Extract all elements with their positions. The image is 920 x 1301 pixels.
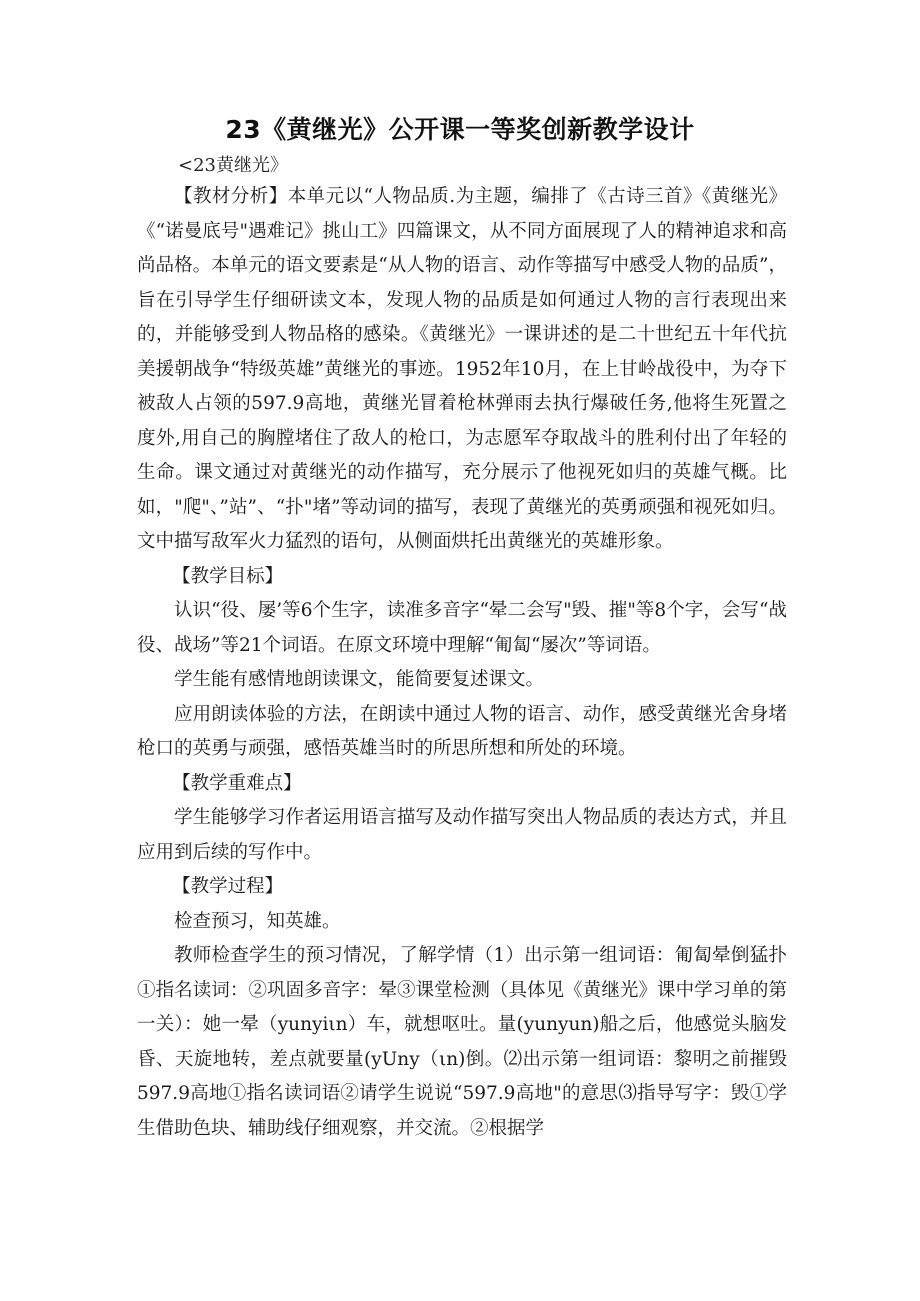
paragraph-goal-1: 认识“役、屡’等6个生字，读准多音字“晕二会写"毁、摧"等8个字，会写“战役、战场”等21个词语。在原文环境中理解“匍匐“屡次”等词语。 <box>137 600 787 656</box>
paragraph-goal-2: 学生能有感情地朗读课文，能简要复述课文。 <box>174 669 545 690</box>
paragraph-key-difficulties: 学生能够学习作者运用语言描写及动作描写突出人物品质的表达方式，并且应用到后续的写作中。 <box>137 807 787 863</box>
heading-key-difficulties: 【教学重难点】 <box>172 772 302 794</box>
document-subtitle: <23黄继光》 <box>178 155 288 176</box>
document-title: 23《黄继光》公开课一等奖创新教学设计 <box>225 115 695 144</box>
paragraph-check-preview: 检查预习，知英雄。 <box>174 910 341 932</box>
document-body <box>137 180 787 1146</box>
heading-teaching-process: 【教学过程】 <box>172 876 284 897</box>
paragraph-material-analysis: 【教材分析】本单元以“人物品质.为主题，编排了《古诗三首》《黄继光》《“诺曼底号"遇难记》挑山工》四篇课文，从不同方面展现了人的精神追求和高尚品格。本单元的语文要素是“从人物的语言、动作等描写中感受人物的品质”，旨在引导学生仔细研读文本，发现人物的品质是如何通过人物的言行表现出来的，并能够受到人物品格的感染。《黄继光》一课讲述的是二十世纪五十年代抗美援朝战争“特级英雄”黄继光的事迹。1952年10月，在上甘岭战役中，为夺下被敌人占领的597.9高地，黄继光冒着枪林弹雨去执行爆破任务,他将生死置之度外,用自己的胸膛堵住了敌人的枪口，为志愿军夺取战斗的胜利付出了年轻的生命。课文通过对黄继光的动作描写，充分展示了他视死如归的英雄气概。比如，"爬"、”站”、“扑"堵”等动词的描写，表现了黄继光的英勇顽强和视死如归。文中描写敌军火力猛烈的语句，从侧面烘托出黄继光的英雄形象。 <box>137 186 787 552</box>
heading-teaching-goals: 【教学目标】 <box>172 565 284 587</box>
paragraph-goal-3: 应用朗读体验的方法，在朗读中通过人物的语言、动作，感受黄继光舍身堵枪口的英勇与顽强，感悟英雄当时的所思所想和所处的环境。 <box>137 703 787 759</box>
paragraph-process-detail: 教师检查学生的预习情况，了解学情（1）出示第一组词语：匍匐晕倒猛扑①指名读词：②巩固多音字：晕③课堂检测（具体见《黄继光》课中学习单的第一关）：她一晕（yunyiιn）车，就想呕吐。量(yunyun)船之后，他感觉头脑发昏、天旋地转，差点就要量(yUny（ιn)倒。⑵出示第一组词语：黎明之前摧毁597.9高地①指名读词语②请学生说说“597.9高地"的意思⑶指导写字：毁①学生借助色块、辅助线仔细观察，并交流。②根据学 <box>137 945 787 1139</box>
